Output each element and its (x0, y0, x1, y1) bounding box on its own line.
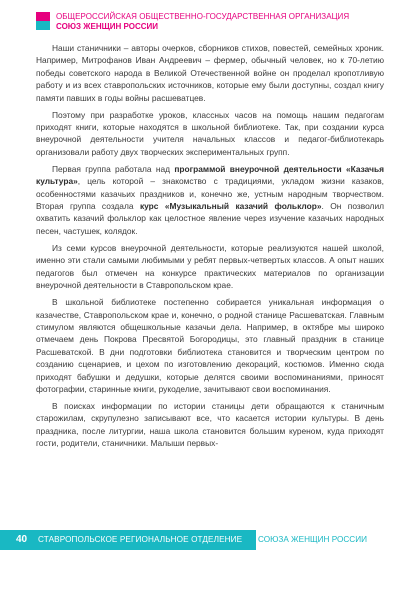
paragraph-3-text-c: , цель которой – знакомство с традициями, укладом жизни казаков, особенностями казачьих праздников и, конечно же, устным народным творчеством. Вторая группа создала (36, 176, 384, 212)
program-title-kazachya-kultura: программой внеурочной деятельности «Казачья культура» (36, 163, 384, 187)
page-footer (0, 530, 420, 550)
paragraph-2: Поэтому при разработке уроков, классных часов на помощь нашим педагогам приходят книги, которые находятся в школьной библиотеке. Так, при создании курса внеурочной деятельности учителя начальных классов и педагог-библиотекарь организовали работу двух творческих экспериментальных групп. (36, 109, 384, 157)
page-number: 40 (16, 534, 28, 545)
paragraph-4: Из семи курсов внеурочной деятельности, которые реализуются нашей школой, именно эти стали самыми любимыми у ребят первых-четвертых классов. А опыт наших педагогов был отмечен на конкурсе практических материалов по организации внеурочной деятельности в Ставропольском крае. (36, 242, 384, 291)
paragraph-3-text-a: Первая группа работала над (52, 163, 175, 174)
paragraph-1: Наши станичники – авторы очерков, сборников стихов, повестей, семейных хроник. Например, Митрофанов Иван Андреевич – фермер, обычный человек, но к 70-летию победы советского народа в Великой Отечественной войне он проделал кропотливую работу и из всех ставропольских источников, которые ему были доступны, создал книгу памяти павших в годы войны расшеватцев. (36, 43, 384, 103)
logo-flag-cyan (36, 21, 50, 30)
paragraph-3 (36, 163, 384, 237)
page-header (0, 0, 420, 36)
article-body (36, 42, 384, 454)
footer-region-label: СТАВРОПОЛЬСКОЕ РЕГИОНАЛЬНОЕ ОТДЕЛЕНИЕ (38, 535, 243, 544)
header-org-line1: ОБЩЕРОССИЙСКАЯ ОБЩЕСТВЕННО-ГОСУДАРСТВЕННАЯ ОРГАНИЗАЦИЯ (56, 12, 350, 21)
logo-flag-magenta (36, 12, 50, 21)
paragraph-6: В поисках информации по истории станицы дети обращаются к станичным старожилам, скрупулезно записывают все, что касается истории культуры. В день праздника, после литургии, наша школа становится большим куреном, куда приходят гости, родители, станичники. Малыши первых- (36, 400, 384, 449)
paragraph-5: В школьной библиотеке постепенно собирается уникальная информация о казачестве, Ставропольском крае и, конечно, о родной станице Расшеватская. Главным стимулом являются общешкольные казачьи дела. Например, в октябре мы широко отмечаем день Покрова Пресвятой Богородицы, это главный праздник в станице Расшеватской. В дни подготовки библиотека становится и творческим центром по созданию сценариев, и цехом по изготовлению декораций, костюмов. Именно сюда приходят бабушки и дедушки, которые делятся своими воспоминаниями, приносят фотографии, старинные книги, рукоделие, зачитывают свои воспоминания. (36, 297, 384, 394)
course-title-muzykalny-folklor: курс «Музыкальный казачий фольклор» (139, 201, 322, 212)
paragraph-3-text-e: . Он позволил охватить казачий фольклор как целостное явление через изучение казачьих народных песен, частушек, колядок. (36, 201, 385, 236)
footer-org-label: СОЮЗА ЖЕНЩИН РОССИИ (258, 535, 367, 544)
header-org-line2: СОЮЗ ЖЕНЩИН РОССИИ (56, 22, 159, 31)
